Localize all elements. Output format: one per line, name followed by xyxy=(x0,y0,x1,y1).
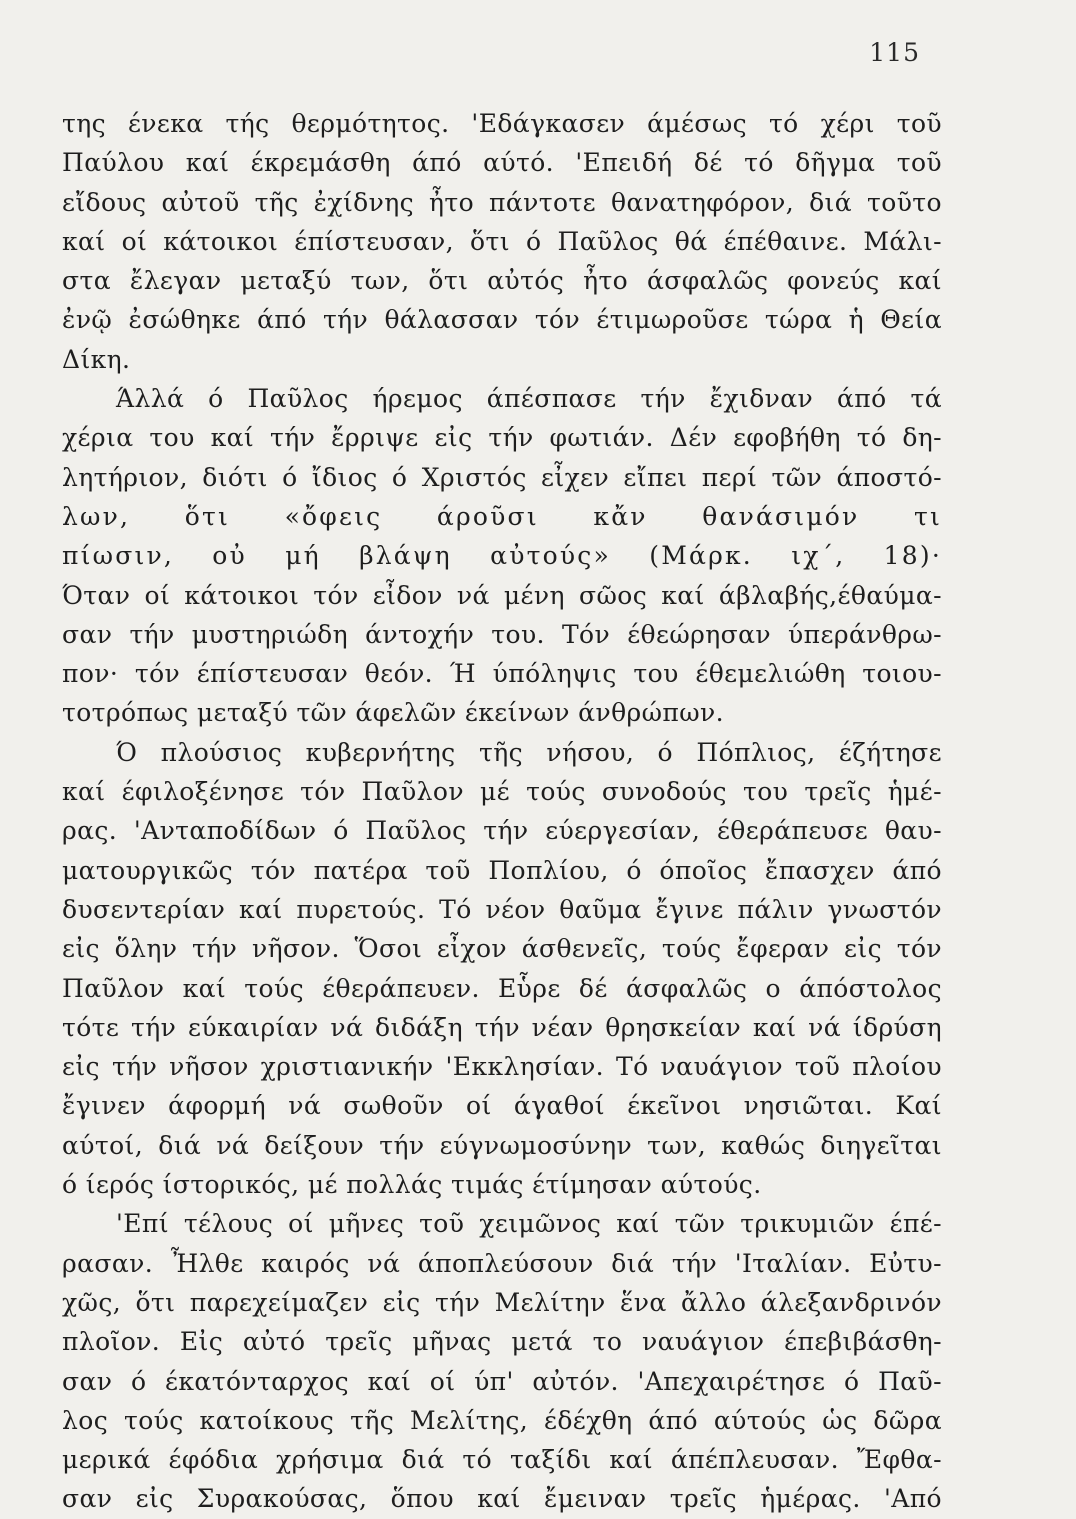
text-line: της ένεκα τής θερμότητος. 'Εδάγκασεν άμέσως τό χέρι τοῦ xyxy=(62,109,942,138)
text-line: ἐνῷ ἐσώθηκε άπό τήν θάλασσαν τόν έτιμωροῦσε τώρα ἡ Θεία xyxy=(62,305,942,335)
text-line: καί έφιλοξένησε τόν Παῦλον μέ τούς συνοδούς του τρεῖς ἡμέ- xyxy=(62,777,942,807)
text-line: πον· τόν έπίστευσαν θεόν. Ή ύπόληψις του έθεμελιώθη τοιου- xyxy=(62,659,942,689)
text-line: ρασαν. Ἦλθε καιρός νά άποπλεύσουν διά τήν 'Ιταλίαν. Εὐτυ- xyxy=(62,1248,942,1278)
text-line: σαν τήν μυστηριώδη άντοχήν του. Τόν έθεώρησαν ύπεράνθρω- xyxy=(62,619,942,649)
text-line: ρας. 'Ανταποδίδων ό Παῦλος τήν εύεργεσίαν, έθεράπευσε θαυ- xyxy=(62,816,942,846)
text-line: λητήριον, διότι ό ἴδιος ό Χριστός εἶχεν εἴπει περί τῶν άποστό- xyxy=(62,462,942,492)
body-text xyxy=(62,104,942,1519)
text-line: σαν ό έκατόνταρχος καί οί ύπ' αὐτόν. 'Απεχαιρέτησε ό Παῦ- xyxy=(62,1366,942,1396)
text-line: χέρια του καί τήν ἔρριψε εἰς τήν φωτιάν. Δέν εφοβήθη τό δη- xyxy=(62,423,942,453)
text-line: ἔγινεν άφορμή νά σωθοῦν οί άγαθοί έκεῖνοι νησιῶται. Καί xyxy=(62,1091,942,1121)
text-line: πλοῖον. Εἰς αὐτό τρεῖς μῆνας μετά το ναυάγιον έπεβιβάσθη- xyxy=(62,1327,942,1357)
text-line: ματουργικῶς τόν πατέρα τοῦ Ποπλίου, ό όποῖος ἔπασχεν άπό xyxy=(62,855,942,885)
text-line: χῶς, ὅτι παρεχείμαζεν εἰς τήν Μελίτην ἕνα ἄλλο άλεξανδρινόν xyxy=(62,1287,942,1317)
text-line: Παύλου καί έκρεμάσθη άπό αύτό. 'Επειδή δέ τό δῆγμα τοῦ xyxy=(62,148,942,178)
text-line: Όταν οί κάτοικοι τόν εἶδον νά μένη σῶος καί άβλαβής,έθαύμα- xyxy=(62,580,942,610)
text-line: λος τούς κατοίκους τῆς Μελίτης, έδέχθη άπό αύτούς ὡς δῶρα xyxy=(62,1405,942,1435)
text-line: Άλλά ό Παῦλος ήρεμος άπέσπασε τήν ἔχιδναν άπό τά xyxy=(116,384,942,414)
text-line: τότε τήν εύκαιρίαν νά διδάξη τήν νέαν θρησκείαν καί νά ίδρύση xyxy=(62,1012,942,1042)
text-line: ό ίερός ίστορικός, μέ πολλάς τιμάς έτίμησαν αύτούς. xyxy=(62,1170,762,1200)
text-line: σαν εἰς Συρακούσας, ὅπου καί ἔμειναν τρεῖς ἡμέρας. 'Από xyxy=(62,1484,942,1514)
text-line: εἰς τήν νῆσον χριστιανικήν 'Εκκλησίαν. Τό ναυάγιον τοῦ πλοίου xyxy=(62,1052,942,1082)
text-line: 'Επί τέλους οί μῆνες τοῦ χειμῶνος καί τῶν τρικυμιῶν έπέ- xyxy=(116,1209,942,1239)
text-line: αύτοί, διά νά δείξουν τήν εύγνωμοσύνην των, καθώς διηγεῖται xyxy=(62,1130,942,1160)
text-line: μερικά έφόδια χρήσιμα διά τό ταξίδι καί άπέπλευσαν. Ἔφθα- xyxy=(62,1445,942,1475)
page-number: 115 xyxy=(869,38,920,67)
text-line: Ό πλούσιος κυβερνήτης τῆς νήσου, ό Πόπλιος, έζήτησε xyxy=(116,737,942,767)
text-line: στα ἔλεγαν μεταξύ των, ὅτι αὐτός ἦτο άσφαλῶς φονεύς καί xyxy=(62,266,942,296)
text-line: πίωσιν, οὐ μή βλάψη αὐτούς» (Μάρκ. ιχ΄, 18)· xyxy=(62,541,942,571)
text-line: τοτρόπως μεταξύ τῶν άφελῶν έκείνων άνθρώπων. xyxy=(62,698,724,728)
text-line: Παῦλον καί τούς έθεράπευεν. Εὗρε δέ άσφαλῶς ο άπόστολος xyxy=(62,973,942,1003)
text-line: εἴδους αὐτοῦ τῆς ἐχίδνης ἦτο πάντοτε θανατηφόρον, διά τοῦτο xyxy=(62,187,942,217)
text-line: δυσεντερίαν καί πυρετούς. Τό νέον θαῦμα ἔγινε πάλιν γνωστόν xyxy=(62,894,942,924)
text-line: καί οί κάτοικοι έπίστευσαν, ὅτι ό Παῦλος θά έπέθαινε. Μάλι- xyxy=(62,226,942,256)
text-line: λων, ὅτι «ὄφεις άροῦσι κἄν θανάσιμόν τι xyxy=(62,501,942,531)
text-line: Δίκη. xyxy=(62,344,131,374)
text-line: εἰς ὅλην τήν νῆσον. Ὅσοι εἶχον άσθενεῖς, τούς ἔφεραν εἰς τόν xyxy=(62,934,942,964)
